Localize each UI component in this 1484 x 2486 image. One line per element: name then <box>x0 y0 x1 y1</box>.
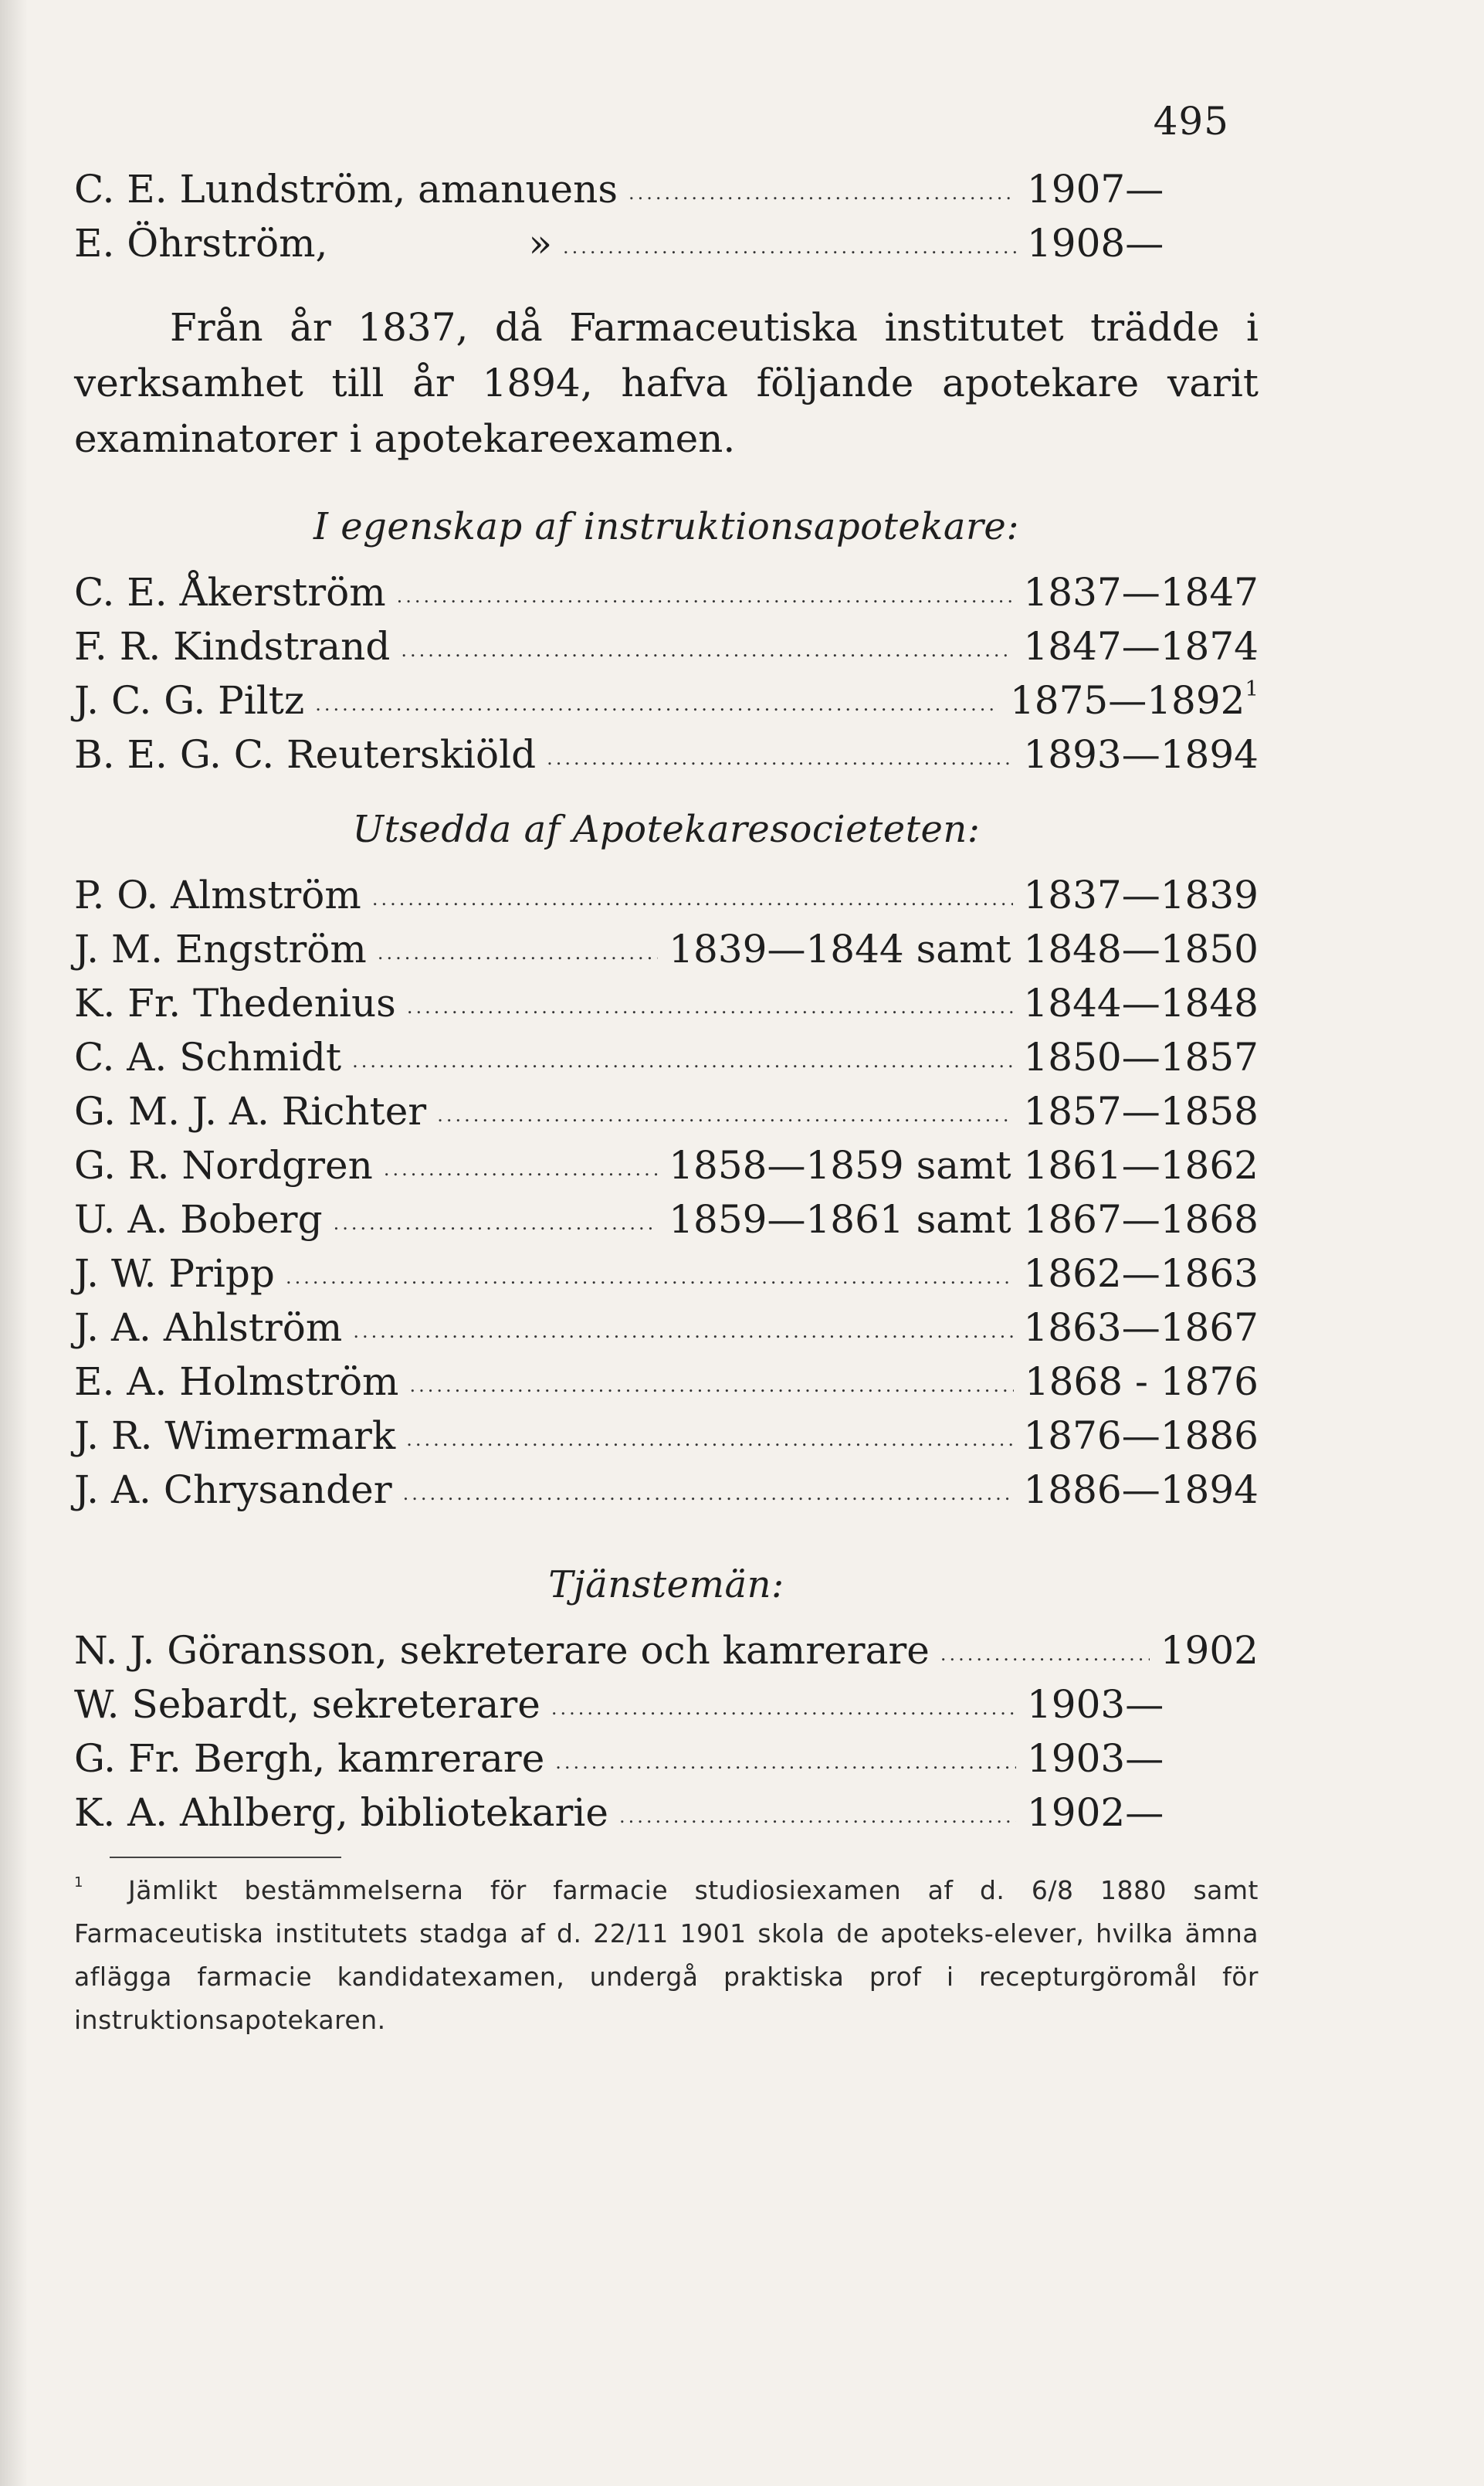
dot-leader <box>547 731 1012 785</box>
entry-years: 1908— <box>1027 221 1164 266</box>
entry-name: J. C. G. Piltz <box>74 678 305 723</box>
entry-name: C. E. Lundström, amanuens <box>74 167 618 212</box>
entry-name: K. Fr. Thedenius <box>74 981 396 1026</box>
intro-paragraph <box>74 300 1259 466</box>
entry-years: 1844—1848 <box>1023 981 1259 1026</box>
entry-row <box>74 1786 1259 1840</box>
entry-years: 1837—1839 <box>1023 873 1259 917</box>
entry-years: 1847—1874 <box>1023 624 1259 669</box>
entry-years: 1903— <box>1027 1682 1164 1727</box>
entry-row <box>74 1623 1259 1677</box>
dot-leader <box>555 1735 1016 1789</box>
entry-name: G. R. Nordgren <box>74 1143 373 1188</box>
dot-leader <box>628 166 1016 220</box>
entry-row <box>74 1192 1259 1246</box>
entry-name: J. R. Wimermark <box>74 1413 396 1458</box>
dot-leader <box>407 980 1013 1034</box>
dot-leader <box>406 1413 1012 1467</box>
entry-years: 1837—1847 <box>1023 570 1259 615</box>
entry-row <box>74 1355 1259 1409</box>
dot-leader <box>397 569 1013 623</box>
dot-leader <box>315 677 999 731</box>
footnote-text: Jämlikt bestämmelserna för farmacie studiosiexamen af d. 6/8 1880 samt Farmaceutiska institutets stadga af d. 22/11 1901 skola de apoteks-elever, hvilka ämna aflägga farmacie kandidatexamen, undergå praktiska prof i recepturgöromål för instruktionsapotekaren. <box>74 1875 1259 2035</box>
entry-years: 1868 - 1876 <box>1024 1359 1259 1404</box>
dot-leader <box>352 1034 1012 1088</box>
entry-name: C. E. Åkerström <box>74 570 386 615</box>
entry-years: 1862—1863 <box>1023 1251 1259 1296</box>
dot-leader <box>384 1142 658 1196</box>
ditto-mark: » <box>528 221 553 266</box>
footnote <box>74 1869 1259 2042</box>
entry-name: B. E. G. C. Reuterskiöld <box>74 732 537 777</box>
entry-row <box>74 1731 1259 1786</box>
entry-row <box>74 1409 1259 1463</box>
entry-years: 1902 <box>1160 1628 1259 1673</box>
entry-years: 1850—1857 <box>1023 1035 1259 1080</box>
dot-leader <box>409 1358 1013 1413</box>
entry-years-text: 1875—1892 <box>1010 678 1245 723</box>
entry-row <box>74 922 1259 976</box>
entry-years: 1886—1894 <box>1023 1467 1259 1512</box>
entry-name: N. J. Göransson, sekreterare och kamrerare <box>74 1628 930 1673</box>
entry-name: J. A. Ahlström <box>74 1305 343 1350</box>
dot-leader <box>372 872 1013 926</box>
entry-name: U. A. Boberg <box>74 1197 323 1242</box>
footnote-reference: 1 <box>1245 676 1259 701</box>
entry-name: P. O. Almström <box>74 873 361 917</box>
entry-row <box>74 1246 1259 1301</box>
entry-name: G. Fr. Bergh, kamrerare <box>74 1736 545 1781</box>
entry-row <box>74 162 1259 216</box>
dot-leader <box>403 1467 1013 1521</box>
entry-row <box>74 216 1259 270</box>
entry-name: F. R. Kindstrand <box>74 624 391 669</box>
entry-name: J. W. Pripp <box>74 1251 275 1296</box>
entry-row <box>74 673 1259 727</box>
book-gutter <box>0 0 28 2486</box>
page-number: 495 <box>1153 99 1229 144</box>
dot-leader <box>401 623 1012 677</box>
entry-name: W. Sebardt, sekreterare <box>74 1682 540 1727</box>
entry-years: 1893—1894 <box>1023 732 1259 777</box>
entry-row <box>74 1030 1259 1084</box>
dot-leader <box>286 1250 1013 1304</box>
intro-text: Från år 1837, då Farmaceutiska institutet trädde i verksamhet till år 1894, hafva följande apotekare varit examinatorer i apotekareexamen. <box>74 305 1259 461</box>
entry-years: 1907— <box>1027 167 1164 212</box>
entry-years: 1863—1867 <box>1023 1305 1259 1350</box>
entry-years: 1903— <box>1027 1736 1164 1781</box>
entry-years: 1858—1859 samt 1861—1862 <box>669 1143 1259 1188</box>
dot-leader <box>940 1627 1150 1681</box>
entry-row <box>74 1677 1259 1731</box>
dot-leader <box>378 926 658 980</box>
entry-row <box>74 1301 1259 1355</box>
entry-row <box>74 619 1259 673</box>
entry-row <box>74 1084 1259 1138</box>
entry-name: J. A. Chrysander <box>74 1467 392 1512</box>
entry-row <box>74 565 1259 619</box>
section-heading-officials: Tjänstemän: <box>548 1563 784 1606</box>
entry-name: J. M. Engström <box>74 927 367 972</box>
entry-years: 1859—1861 samt 1867—1868 <box>669 1197 1259 1242</box>
dot-leader <box>563 220 1016 274</box>
page-content <box>74 162 1259 2042</box>
dot-leader <box>353 1304 1012 1358</box>
entry-name: G. M. J. A. Richter <box>74 1089 427 1134</box>
section-heading-society: Utsedda af Apotekaresocieteten: <box>352 808 981 851</box>
entry-row <box>74 1463 1259 1517</box>
footnote-marker: 1 <box>74 1874 84 1891</box>
entry-years: 1857—1858 <box>1023 1089 1259 1134</box>
dot-leader <box>619 1789 1016 1843</box>
dot-leader <box>437 1088 1012 1142</box>
dot-leader <box>551 1681 1016 1735</box>
entry-row <box>74 976 1259 1030</box>
entry-row <box>74 868 1259 922</box>
entry-row <box>74 1138 1259 1192</box>
entry-years: 1876—1886 <box>1023 1413 1259 1458</box>
entry-name: E. A. Holmström <box>74 1359 399 1404</box>
entry-name: K. A. Ahlberg, bibliotekarie <box>74 1790 608 1835</box>
footnote-divider <box>110 1857 341 1858</box>
section-heading-instructors: I egenskap af instruktionsapotekare: <box>313 505 1019 548</box>
entry-years <box>1010 673 1259 727</box>
entry-name: E. Öhrström, <box>74 221 328 266</box>
entry-years: 1902— <box>1027 1790 1164 1835</box>
entry-years: 1839—1844 samt 1848—1850 <box>669 927 1259 972</box>
entry-row <box>74 727 1259 782</box>
dot-leader <box>334 1196 659 1250</box>
entry-name: C. A. Schmidt <box>74 1035 342 1080</box>
